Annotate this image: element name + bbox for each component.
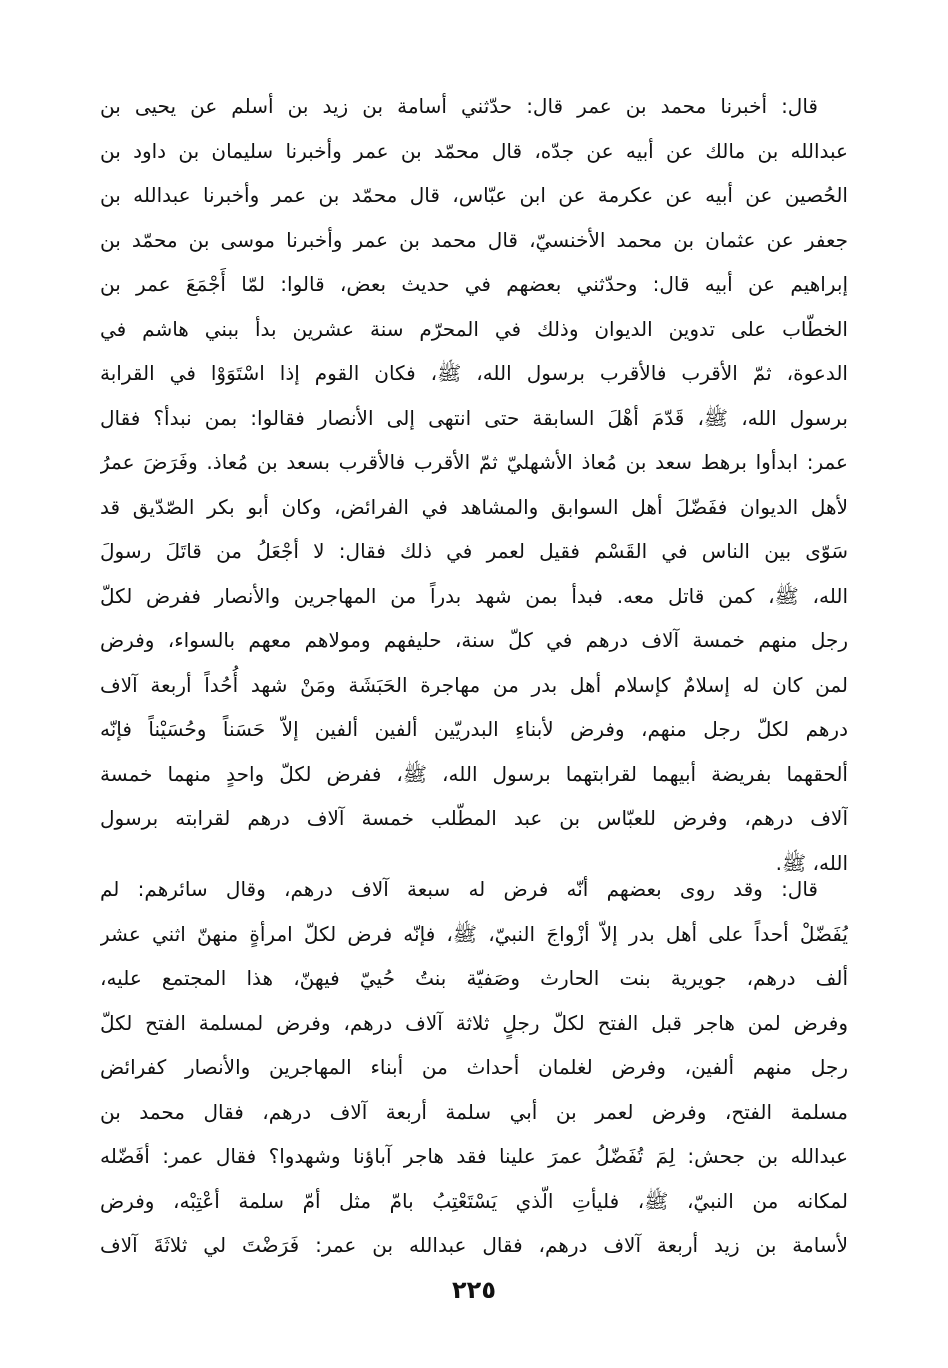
text-line: عمر: ابدأوا برهط سعد بن مُعاذ الأشهليّ ثمّ الأقرب فالأقرب بسعد بن مُعاذ. وفَرَضَ عمرُ (100, 450, 848, 474)
text-line: قال: وقد روى بعضهم أنّه فرض له سبعة آلاف درهم، وقال سائرهم: لم (100, 877, 818, 901)
text-line: قال: أخبرنا محمد بن عمر قال: حدّثني أسامة بن زيد بن أسلم عن يحيى بن (100, 94, 818, 118)
text-line: عبدالله بن مالك عن أبيه عن جدّه، قال محمّد بن عمر وأخبرنا سليمان بن داود بن (100, 138, 848, 163)
text-line: الحُصين عن أبيه عن عكرمة عن ابن عبّاس، قال محمّد بن عمر وأخبرنا عبدالله بن (100, 183, 848, 207)
text-line: سَوّى بين الناس في القَسْم فقيل لعمر في ذلك فقال: لا أجْعَلُ من قاتَلَ رسولَ (100, 539, 848, 563)
paragraph-1 (100, 84, 848, 885)
text-line: الخطّاب على تدوين الديوان وذلك في المحرّم سنة عشرين بدأ ببني هاشم في (100, 316, 848, 341)
text-line: لمكانه من النبيّ، ﷺ، فليأتِ الّذي يَسْتَعْتِبُ بامّ مثل أمّ سلمة أعْتِبْه، وفرض (100, 1188, 848, 1213)
text-line: درهم لكلّ رجل منهم، وفرض لأبناءِ البدريّين ألفين ألفين إلاّ حَسَناً وحُسَيْناً فإنّه (100, 717, 848, 741)
text-line: آلاف درهم، وفرض للعبّاس بن عبد المطّلب خمسة آلاف درهم لقرابته برسول (100, 806, 848, 830)
text-line: لمن كان له إسلامٌ كإسلام أهل بدر من مهاجرة الحَبَشَة ومَنْ شهد أُحُداً أربعة آلاف (100, 672, 848, 697)
paragraph-2 (100, 867, 848, 1268)
text-line: الدعوة، ثمّ الأقرب فالأقرب برسول الله، ﷺ، فكان القوم إذا اسْتَوَوْا في القرابة (100, 361, 848, 385)
text-line: الله، ﷺ، كمن قاتل معه. فبدأ بمن شهد بدراً من المهاجرين والأنصار ففرض لكلّ (100, 583, 848, 608)
text-line: عبدالله بن جحش: لِمَ تُفَضّلُ عمرَ علينا فقد هاجر آباؤنا وشهدوا؟ فقال عمر: أفَضّله (100, 1144, 848, 1168)
text-line: جعفر عن عثمان بن محمد الأخنسيّ، قال محمد بن عمر وأخبرنا موسى بن محمّد بن (100, 227, 848, 252)
text-line: مسلمة الفتح، وفرض لعمر بن أبي سلمة أربعة آلاف درهم، فقال محمد بن (100, 1099, 848, 1124)
text-line: الله، ﷺ. (775, 850, 848, 875)
text-line: لأسامة بن زيد أربعة آلاف درهم، فقال عبدالله بن عمر: فَرَضْتَ لي ثلاثَةَ آلاف (100, 1233, 848, 1257)
text-line: ألف درهم، جويرية بنت الحارث وصَفيّة بنتُ حُييّ فيهنّ، هذا المجتمع عليه، (100, 966, 848, 990)
text-line: لأهل الديوان ففَضّلَ أهل السوابق والمشاهد في الفرائض، وكان أبو بكر الصّدّيق قد (100, 494, 848, 519)
text-line: وفرض لمن هاجر قبل الفتح لكلّ رجلٍ ثلاثة آلاف درهم، وفرض لمسلمة الفتح لكلّ (100, 1010, 848, 1035)
text-line: رجل منهم خمسة آلاف درهم في كلّ سنة، حليفهم ومولاهم معهم بالسواء، وفرض (100, 628, 848, 652)
text-line: إبراهيم عن أبيه قال: وحدّثني بعضهم في حديث بعض، قالوا: لمّا أَجْمَعَ عمر بن (100, 272, 848, 296)
text-line: رجل منهم ألفين، وفرض لغلمان أحداث من أبناء المهاجرين والأنصار كفرائض (100, 1055, 848, 1079)
text-line: ألحقهما بفريضة أبيهما لقرابتهما برسول الله، ﷺ، ففرض لكلّ واحدٍ منهما خمسة (100, 761, 848, 786)
page-number: ٢٢٥ (452, 1276, 496, 1304)
text-line: يُفَضّلْ أحداً على أهل بدر إلاّ أزْواجَ النبيّ، ﷺ، فإنّه فرض لكلّ امرأةٍ منهنّ اثني عشر (100, 921, 848, 946)
text-line: برسول الله، ﷺ، قَدّمَ أهْلَ السابقة حتى انتهى إلى الأنصار فقالوا: بمن نبدأ؟ فقال (100, 405, 848, 430)
